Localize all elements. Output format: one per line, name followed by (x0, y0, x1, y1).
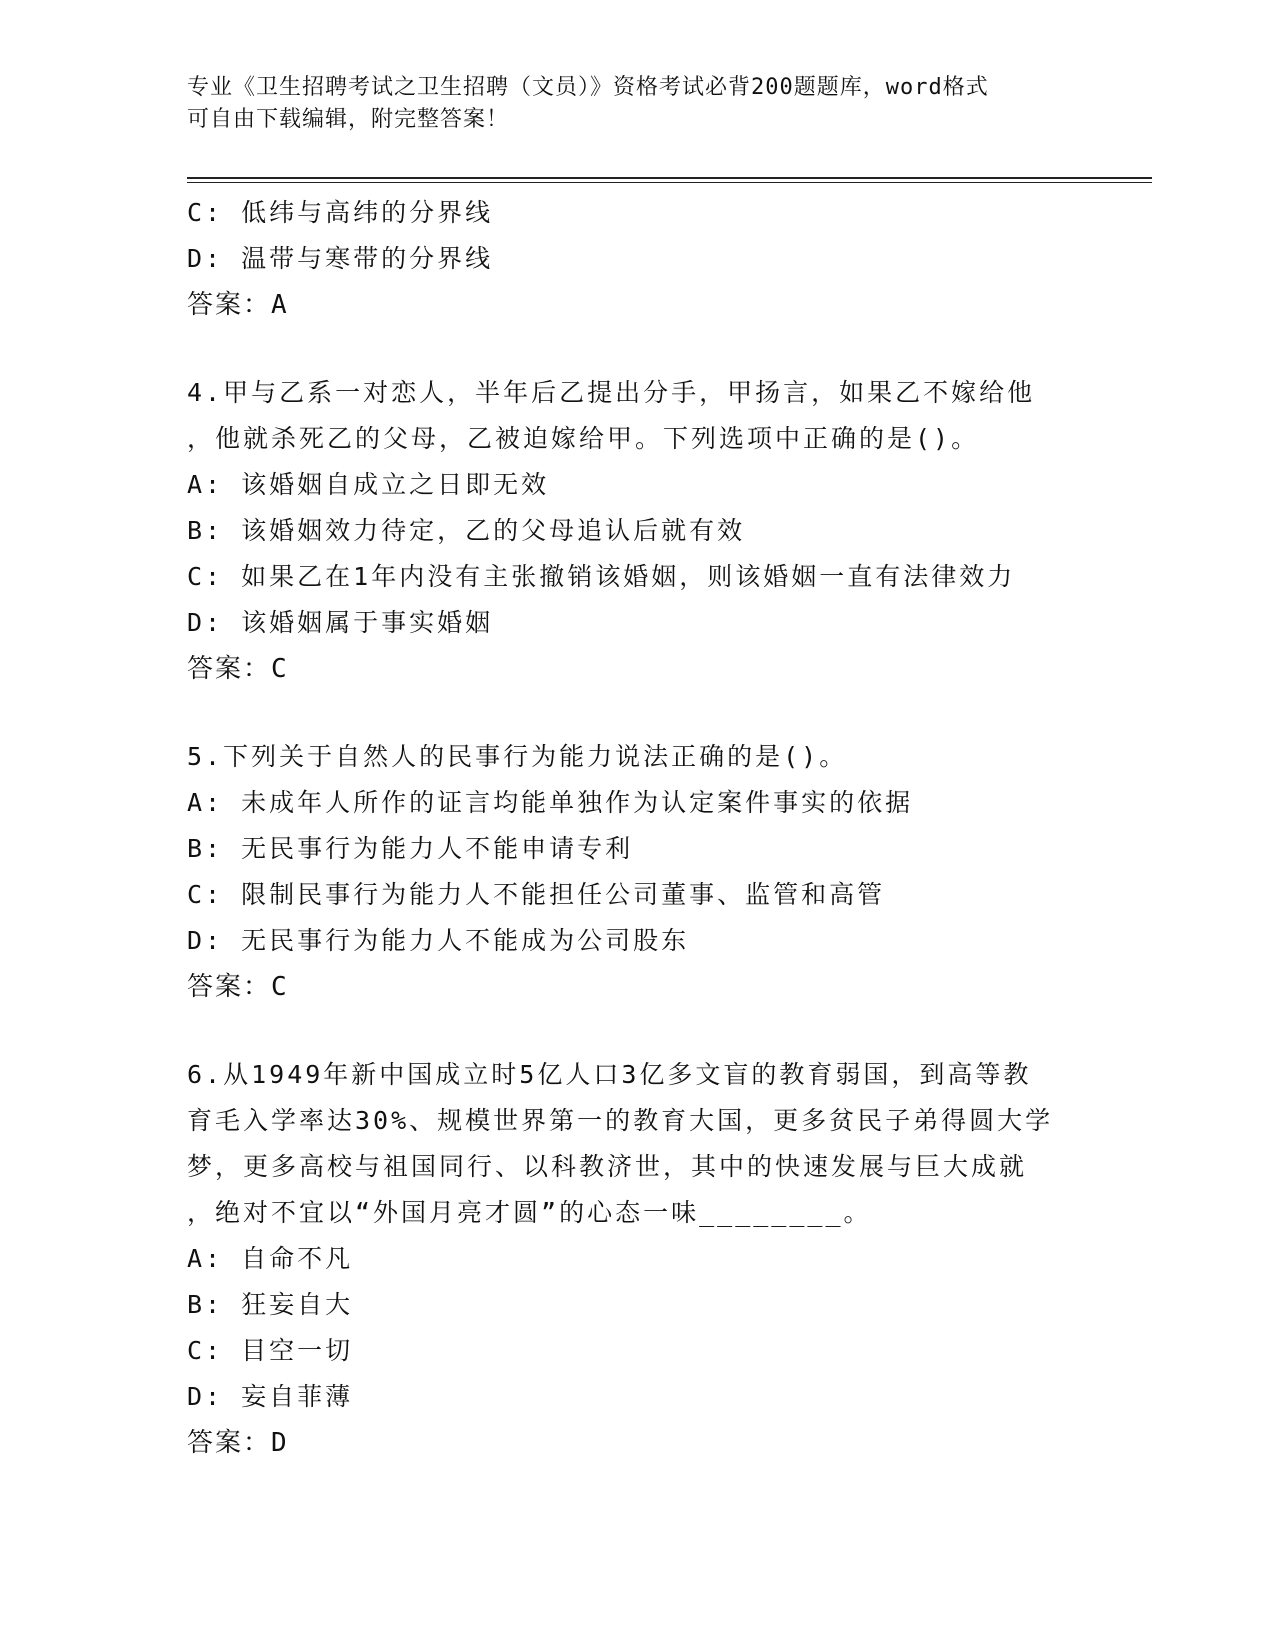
q6-stem-line-3: 梦，更多高校与祖国同行、以科教济世，其中的快速发展与巨大成就 (187, 1152, 1028, 1181)
header-line-2: 可自由下载编辑，附完整答案！ (187, 107, 510, 132)
header-line-1: 专业《卫生招聘考试之卫生招聘（文员）》资格考试必背200题题库，word格式 (187, 75, 989, 100)
spacer (187, 1010, 1107, 1052)
q3-option-c: C: 低纬与高纬的分界线 (187, 198, 494, 227)
q6-stem-line-4: ，绝对不宜以“外国月亮才圆”的心态一味________。 (187, 1198, 872, 1227)
q5-stem-line-1: 5.下列关于自然人的民事行为能力说法正确的是()。 (187, 742, 848, 771)
spacer (187, 328, 1107, 370)
q4-option-a: A: 该婚姻自成立之日即无效 (187, 470, 550, 499)
question-3-tail (187, 190, 1107, 328)
q4-stem-line-1: 4.甲与乙系一对恋人，半年后乙提出分手，甲扬言，如果乙不嫁给他 (187, 378, 1036, 407)
document-body (187, 190, 1107, 1466)
q4-answer: 答案：C (187, 654, 289, 684)
q4-option-d: D: 该婚姻属于事实婚姻 (187, 608, 494, 637)
q3-option-d: D: 温带与寒带的分界线 (187, 244, 494, 273)
q6-stem-line-1: 6.从1949年新中国成立时5亿人口3亿多文盲的教育弱国，到高等教 (187, 1060, 1032, 1089)
header-divider-thin (187, 182, 1152, 183)
q3-answer: 答案：A (187, 290, 289, 320)
q6-option-d: D: 妄自菲薄 (187, 1382, 354, 1411)
question-6 (187, 1052, 1107, 1466)
q6-option-c: C: 目空一切 (187, 1336, 354, 1365)
q5-option-d: D: 无民事行为能力人不能成为公司股东 (187, 926, 690, 955)
q6-option-a: A: 自命不凡 (187, 1244, 354, 1273)
question-5 (187, 734, 1107, 1010)
q6-option-b: B: 狂妄自大 (187, 1290, 354, 1319)
q5-answer: 答案：C (187, 972, 289, 1002)
q6-stem-line-2: 育毛入学率达30%、规模世界第一的教育大国，更多贫民子弟得圆大学 (187, 1106, 1054, 1135)
q6-answer: 答案：D (187, 1428, 289, 1458)
q4-option-b: B: 该婚姻效力待定，乙的父母追认后就有效 (187, 516, 746, 545)
q5-option-b: B: 无民事行为能力人不能申请专利 (187, 834, 634, 863)
q4-option-c: C: 如果乙在1年内没有主张撤销该婚姻，则该婚姻一直有法律效力 (187, 562, 1016, 591)
document-header (187, 72, 1087, 136)
spacer (187, 692, 1107, 734)
header-divider-thick (187, 177, 1152, 179)
q5-option-a: A: 未成年人所作的证言均能单独作为认定案件事实的依据 (187, 788, 914, 817)
question-4 (187, 370, 1107, 692)
q4-stem-line-2: ，他就杀死乙的父母，乙被迫嫁给甲。下列选项中正确的是()。 (187, 424, 980, 453)
q5-option-c: C: 限制民事行为能力人不能担任公司董事、监管和高管 (187, 880, 886, 909)
